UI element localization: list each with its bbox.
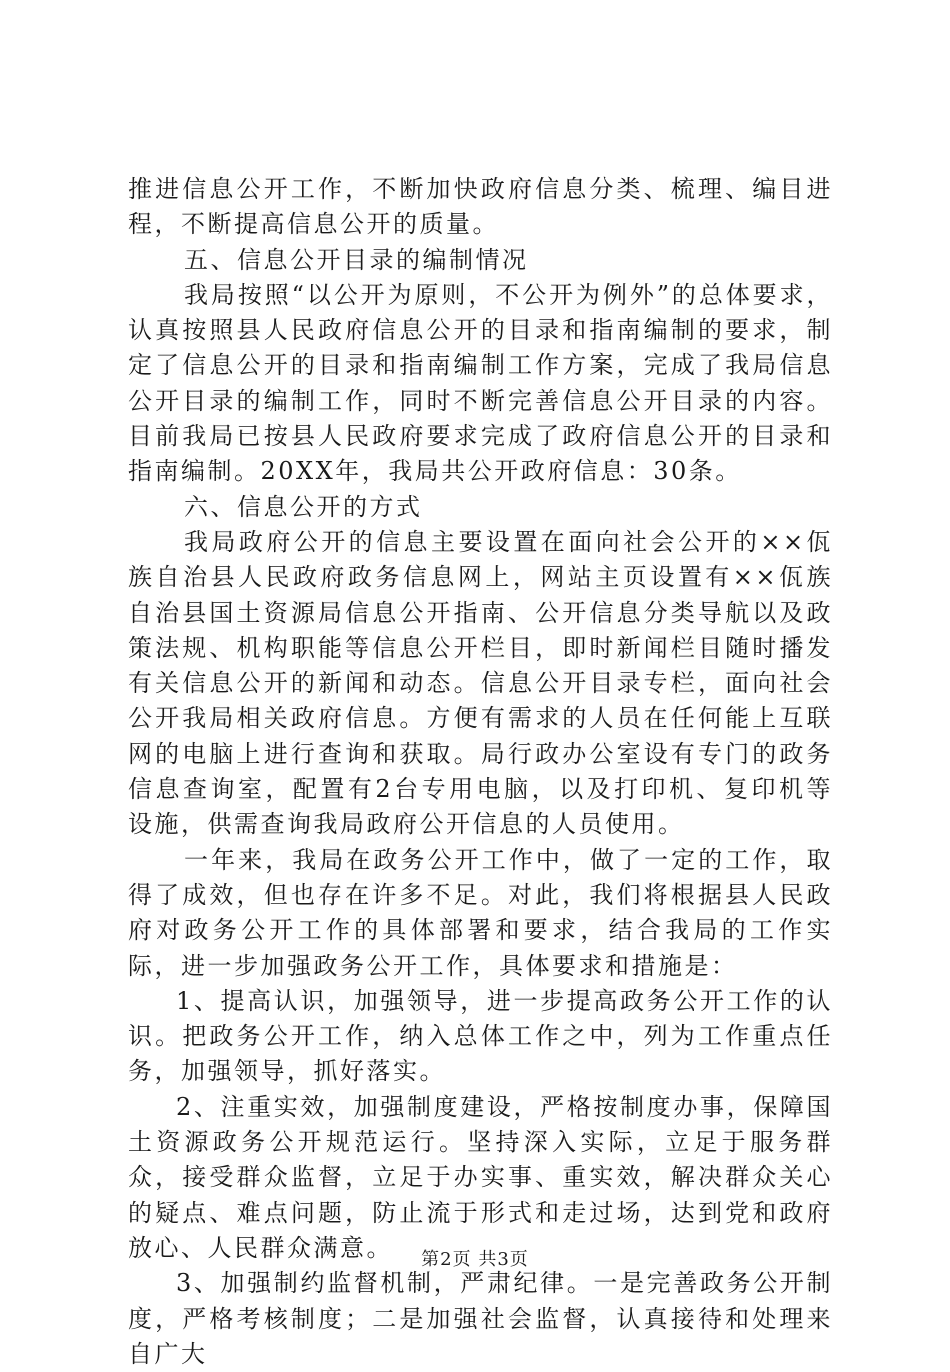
list-item-1: 1、提高认识，加强领导，进一步提高政务公开工作的认识。把政务公开工作，纳入总体工作之中，列为工作重点任务，加强领导，抓好落实。 bbox=[128, 986, 833, 1086]
paragraph-summary: 一年来，我局在政务公开工作中，做了一定的工作，取得了成效，但也存在许多不足。对此，我们将根据县人民政府对政务公开工作的具体部署和要求，结合我局的工作实际，进一步加强政务公开工作，具体要求和措施是： bbox=[128, 845, 833, 980]
section-heading-6: 六、信息公开的方式 bbox=[184, 492, 423, 521]
paragraph-catalog-compilation: 我局按照“以公开为原则，不公开为例外”的总体要求，认真按照县人民政府信息公开的目录和指南编制的要求，制定了信息公开的目录和指南编制工作方案，完成了我局信息公开目录的编制工作，同时不断完善信息公开目录的内容。目前我局已按县人民政府要求完成了政府信息公开的目录和指南编制。20XX年，我局共公开政府信息：30条。 bbox=[128, 280, 833, 486]
section-heading-5: 五、信息公开目录的编制情况 bbox=[184, 245, 529, 274]
page-number-footer: 第2页 共3页 bbox=[421, 1249, 529, 1270]
list-item-3: 3、加强制约监督机制，严肃纪律。一是完善政务公开制度，严格考核制度；二是加强社会监督，认真接待和处理来自广大 bbox=[128, 1269, 833, 1368]
document-body bbox=[128, 172, 833, 1372]
list-item-2: 2、注重实效，加强制度建设，严格按制度办事，保障国土资源政务公开规范运行。坚持深入实际，立足于服务群众，接受群众监督，立足于办实事、重实效，解决群众关心的疑点、难点问题，防止流于形式和走过场，达到党和政府放心、人民群众满意。 bbox=[128, 1092, 833, 1262]
paragraph-disclosure-methods: 我局政府公开的信息主要设置在面向社会公开的××佤族自治县人民政府政务信息网上，网站主页设置有××佤族自治县国土资源局信息公开指南、公开信息分类导航以及政策法规、机构职能等信息公开栏目，即时新闻栏目随时播发有关信息公开的新闻和动态。信息公开目录专栏，面向社会公开我局相关政府信息。方便有需求的人员在任何能上互联网的电脑上进行查询和获取。局行政办公室设有专门的政务信息查询室，配置有2台专用电脑，以及打印机、复印机等设施，供需查询我局政府公开信息的人员使用。 bbox=[128, 527, 833, 839]
paragraph-continuation: 推进信息公开工作，不断加快政府信息分类、梳理、编目进程，不断提高信息公开的质量。 bbox=[128, 175, 833, 239]
